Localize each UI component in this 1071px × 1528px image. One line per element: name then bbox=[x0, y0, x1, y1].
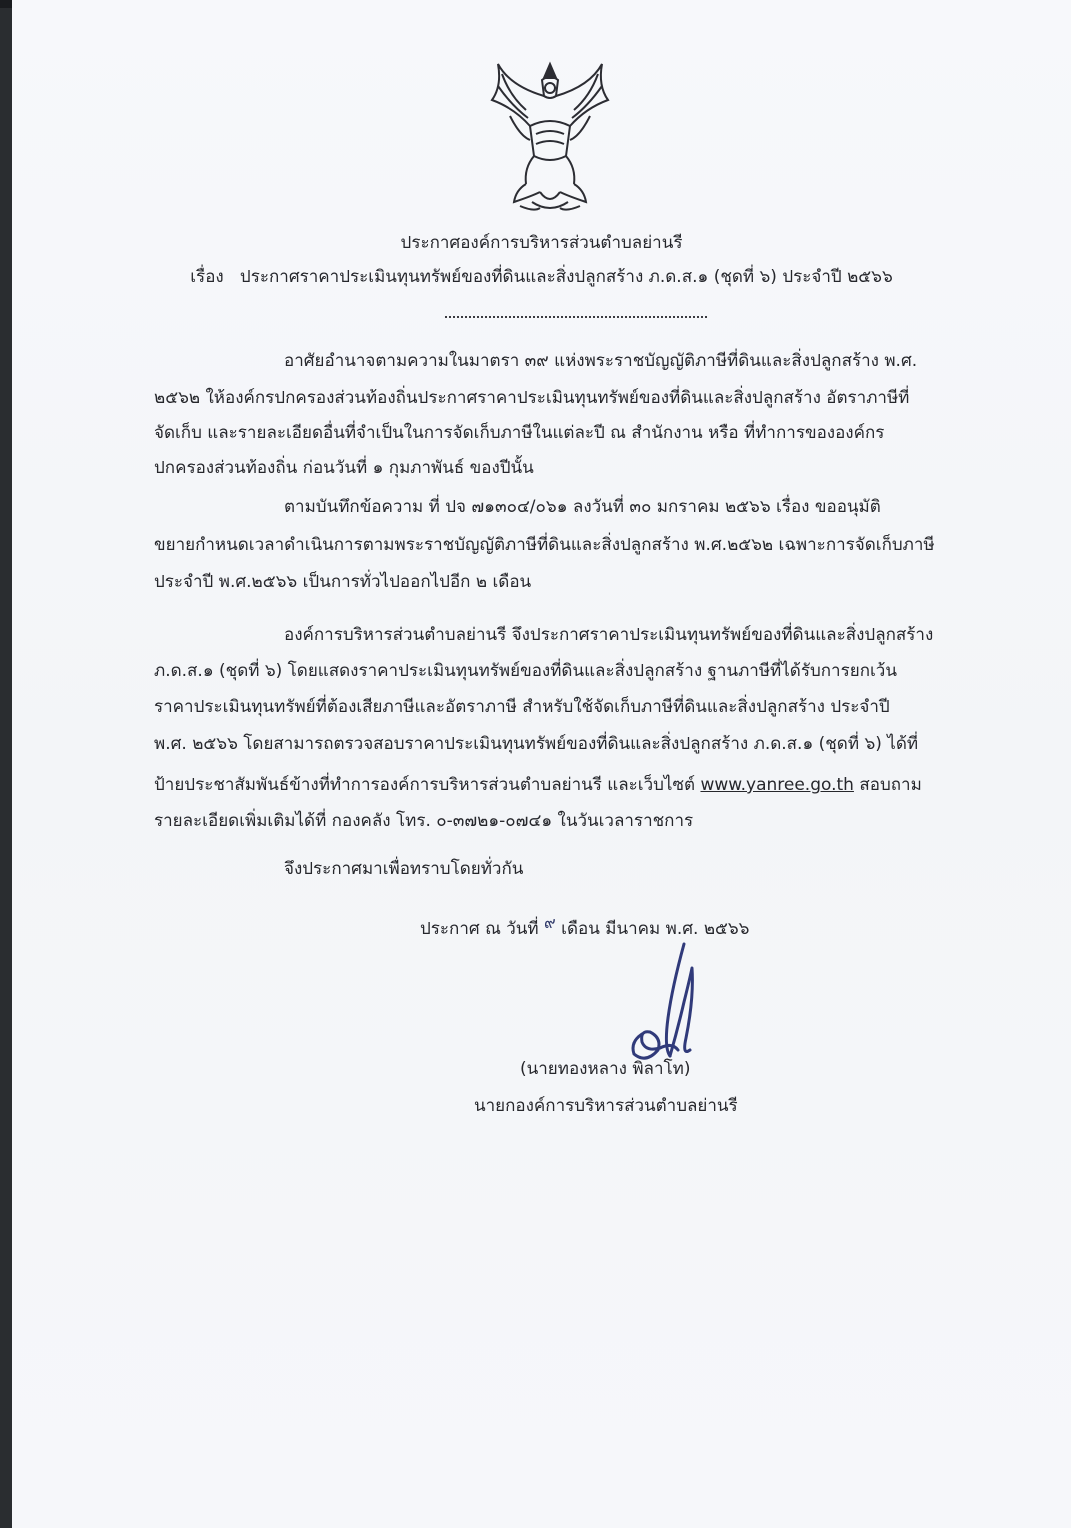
p1-line-1: อาศัยอำนาจตามความในมาตรา ๓๙ แห่งพระราชบัญญัติภาษีที่ดินและสิ่งปลูกสร้าง พ.ศ. bbox=[284, 351, 918, 371]
p3-line-1: องค์การบริหารส่วนตำบลย่านรี จึงประกาศราคาประเมินทุนทรัพย์ของที่ดินและสิ่งปลูกสร้าง bbox=[284, 625, 934, 645]
website-link[interactable]: www.yanree.go.th bbox=[700, 775, 854, 795]
date-day: ๙ bbox=[544, 913, 556, 932]
p3-line-5-post: สอบถาม bbox=[859, 775, 922, 795]
p3-line-6: รายละเอียดเพิ่มเติมได้ที่ กองคลัง โทร. ๐-๓๗๒๑-๐๗๔๑ ในวันเวลาราชการ bbox=[154, 811, 694, 831]
p3-line-4: พ.ศ. ๒๕๖๖ โดยสามารถตรวจสอบราคาประเมินทุนทรัพย์ของที่ดินและสิ่งปลูกสร้าง ภ.ด.ส.๑ (ชุดที่ ๖) ได้ที่ bbox=[154, 734, 919, 754]
p3-line-2: ภ.ด.ส.๑ (ชุดที่ ๖) โดยแสดงราคาประเมินทุนทรัพย์ของที่ดินและสิ่งปลูกสร้าง ฐานภาษีที่ได้รับการยกเว้น bbox=[154, 661, 897, 681]
handwritten-signature bbox=[612, 938, 722, 1068]
subject-text: ประกาศราคาประเมินทุนทรัพย์ของที่ดินและสิ่งปลูกสร้าง ภ.ด.ส.๑ (ชุดที่ ๖) ประจำปี ๒๕๖๖ bbox=[239, 267, 893, 287]
dotted-divider bbox=[445, 316, 707, 318]
date-suffix: เดือน มีนาคม พ.ศ. ๒๕๖๖ bbox=[561, 919, 750, 939]
p2-line-2: ขยายกำหนดเวลาดำเนินการตามพระราชบัญญัติภาษีที่ดินและสิ่งปลูกสร้าง พ.ศ.๒๕๖๒ เฉพาะการจัดเก็บภาษี bbox=[154, 535, 935, 555]
garuda-emblem-icon bbox=[480, 56, 620, 216]
date-prefix: ประกาศ ณ วันที่ bbox=[420, 919, 539, 939]
signer-title: นายกองค์การบริหารส่วนตำบลย่านรี bbox=[474, 1096, 738, 1116]
p2-line-3: ประจำปี พ.ศ.๒๕๖๖ เป็นการทั่วไปออกไปอีก ๒ เดือน bbox=[154, 572, 532, 592]
document-page bbox=[12, 0, 1071, 1528]
p1-line-3: จัดเก็บ และรายละเอียดอื่นที่จำเป็นในการจัดเก็บภาษีในแต่ละปี ณ สำนักงาน หรือ ที่ทำการขององค์กร bbox=[154, 423, 885, 443]
p1-line-2: ๒๕๖๒ ให้องค์กรปกครองส่วนท้องถิ่นประกาศราคาประเมินทุนทรัพย์ของที่ดินและสิ่งปลูกสร้าง อัตราภาษีที่ bbox=[154, 388, 910, 408]
p3-line-5-pre: ป้ายประชาสัมพันธ์ข้างที่ทำการองค์การบริหารส่วนตำบลย่านรี และเว็บไซต์ bbox=[154, 775, 696, 795]
closing-line: จึงประกาศมาเพื่อทราบโดยทั่วกัน bbox=[284, 859, 524, 879]
subject-line bbox=[12, 266, 1071, 288]
signer-name: (นายทองหลาง พิลาโท) bbox=[520, 1059, 691, 1079]
p3-line-5 bbox=[154, 774, 922, 796]
p1-line-4: ปกครองส่วนท้องถิ่น ก่อนวันที่ ๑ กุมภาพันธ์ ของปีนั้น bbox=[154, 458, 534, 478]
announcement-heading: ประกาศองค์การบริหารส่วนตำบลย่านรี bbox=[400, 233, 683, 253]
p3-line-3: ราคาประเมินทุนทรัพย์ที่ต้องเสียภาษีและอัตราภาษี สำหรับใช้จัดเก็บภาษีที่ดินและสิ่งปลูกสร้าง ประจำปี bbox=[154, 697, 890, 717]
date-line bbox=[420, 913, 750, 940]
subject-label: เรื่อง bbox=[190, 267, 224, 287]
p2-line-1: ตามบันทึกข้อความ ที่ ปจ ๗๑๓๐๔/๐๖๑ ลงวันที่ ๓๐ มกราคม ๒๕๖๖ เรื่อง ขออนุมัติ bbox=[284, 497, 881, 517]
